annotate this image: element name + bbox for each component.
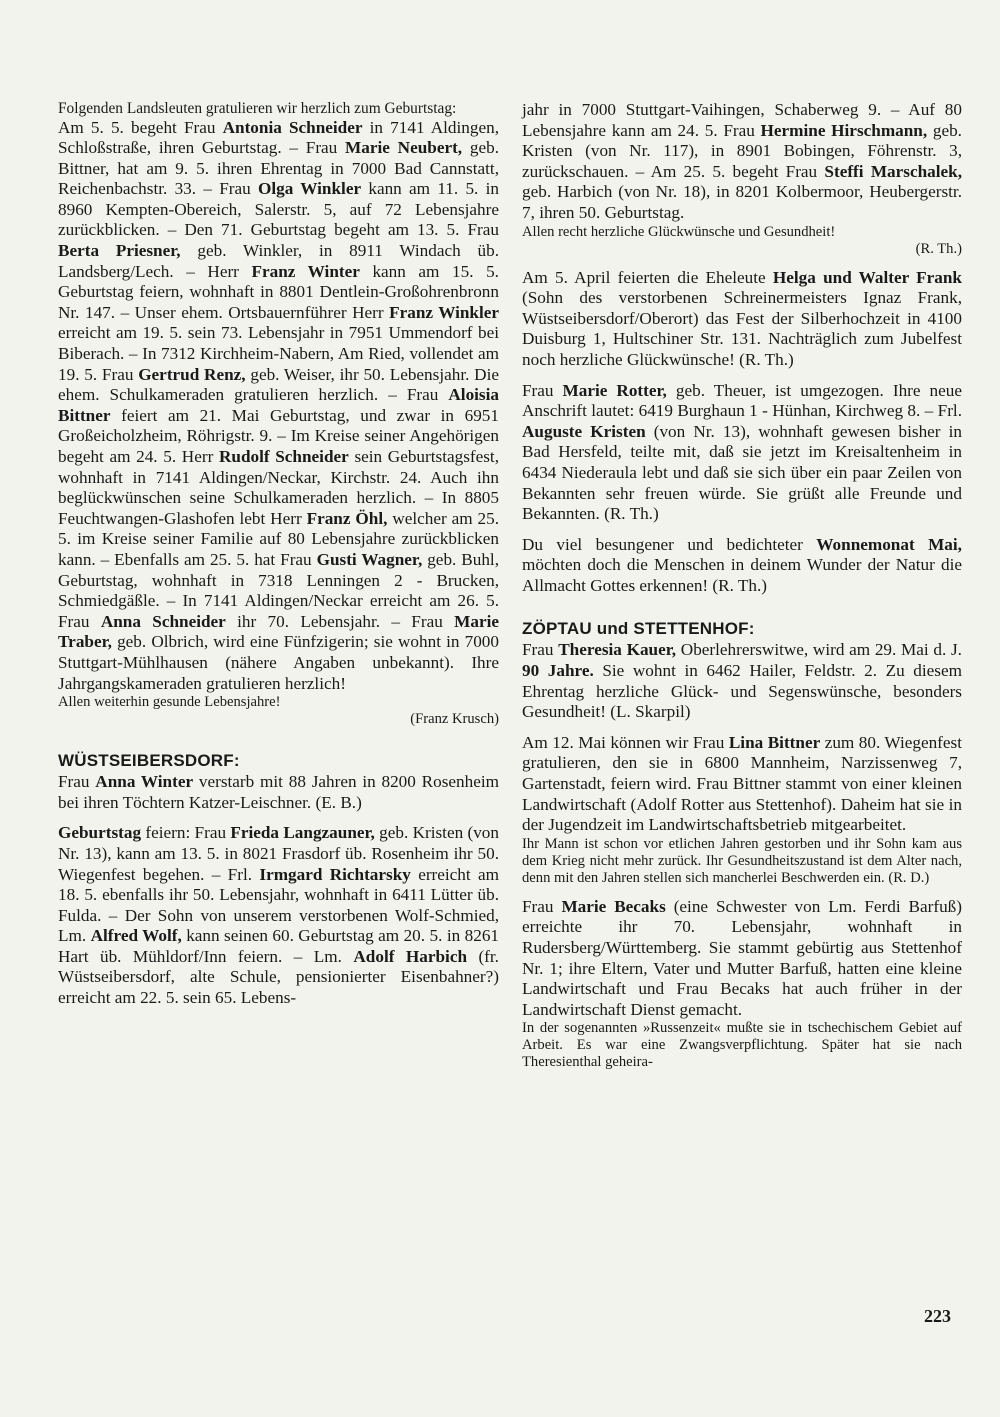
text-run: Frau — [522, 640, 559, 660]
text-run: feiert am 21. Mai Geburtstag, und zwar in 6951 Großeicholzheim, Röhrigstr. 9. – Im Kreise seiner Angehörigen begeht am 24. 5. Herr — [58, 405, 499, 466]
text-run: Frau — [58, 772, 96, 792]
text-run: (von Nr. 13), wohnhaft gewesen bisher in Bad Hersfeld, teilte mit, daß sie jetzt im Kreisaltenheim in 6434 Niederaula lebt und daß sie sich über ein paar Zeilen von Bekannten sehr freuen würde. Sie grüßt alle Freunde und Bekannten. (R. Th.) — [522, 421, 962, 524]
text-run: kann am 11. 5. in 8960 Kempten-Obereich, Salerstr. 5, auf 72 Lebensjahre zurückblicken. – Den 71. Geburtstag begeht am 13. 5. Frau — [58, 179, 499, 240]
person-name: Marie Traber, — [58, 611, 499, 652]
text-run: (eine Schwester von Lm. Ferdi Barfuß) erreichte ihr 70. Lebensjahr, wohnhaft in Rudersberg/Württemberg. Sie stammt gebürtig aus Stettenhof Nr. 1; ihre Eltern, Vater und Mutter Barfuß, hatten eine kleine Landwirtschaft und Frau Becaks hat auch früher in der Landwirtschaft Dienst gemacht. — [522, 896, 962, 1019]
person-name: Marie Becaks — [561, 896, 666, 916]
text-run: erreicht am 18. 5. ebenfalls ihr 50. Lebensjahr, wohnhaft in 6411 Lütter üb. Fulda. – Der Sohn von unserem verstorbenen Wolf-Schmied, Lm. — [58, 864, 499, 946]
page-number: 223 — [924, 1306, 951, 1326]
closing-note: Allen recht herzliche Glückwünsche und Gesundheit! — [522, 223, 836, 240]
family-note: Ihr Mann ist schon vor etlichen Jahren gestorben und ihr Sohn kam aus dem Krieg nicht mehr zurück. Ihr Gesundheitszustand ist dem Alter nach, denn mit den Jahren stellen sich mancherlei Beschwerden ein. (R. D.) — [522, 835, 962, 886]
text-run: Oberlehrerswitwe, wird am 29. Mai d. J. — [676, 640, 962, 660]
text-run: geb. Olbrich, wird eine Fünfzigerin; sie wohnt in 7000 Stuttgart-Mühlhausen (nähere Angaben unbekannt). Ihre Jahrgangskameraden gratulieren herzlich! — [58, 632, 499, 693]
author-signature: (Franz Krusch) — [410, 711, 499, 728]
text-run: in 7141 Aldingen, Schloßstraße, ihren Geburtstag. – Frau — [58, 117, 499, 158]
person-name: Marie Neubert, — [345, 138, 463, 158]
text-run: kann seinen 60. Geburtstag am 20. 5. in 8261 Hart üb. Mühldorf/Inn feiern. – Lm. — [58, 926, 500, 966]
person-name: Antonia Schneider — [222, 117, 363, 137]
silver-wedding-paragraph — [522, 268, 962, 371]
may-greeting-paragraph — [522, 535, 962, 597]
person-name: Rudolf Schneider — [218, 447, 349, 466]
text-run: geb. Winkler, in 8911 Windach üb. Landsberg/Lech. – Herr — [58, 241, 499, 281]
birthday-list-paragraph — [58, 118, 499, 695]
person-name: Steffi Marschalek, — [824, 161, 962, 181]
eightieth-birthday-paragraph — [522, 733, 962, 836]
left-column — [58, 100, 499, 1009]
text-run: geb. Theuer, ist umgezogen. Ihre neue Anschrift lautet: 6419 Burghaun 1 - Hünhan, Kirchweg 8. – Frl. — [522, 380, 962, 421]
person-name: Gusti Wagner, — [316, 549, 423, 569]
author-signature: (R. Th.) — [915, 240, 962, 257]
person-name: Franz Winkler — [389, 302, 499, 322]
closing-note: Allen weiterhin gesunde Lebensjahre! — [58, 694, 281, 711]
text-run: geb. Bittner, hat am 9. 5. ihren Ehrentag in 7000 Bad Cannstatt, Reichenbachstr. 33. – Frau — [58, 138, 499, 199]
obituary-paragraph — [58, 772, 499, 813]
person-name: Lina Bittner — [728, 732, 821, 752]
section-heading-zoeptau-stettenhof: ZÖPTAU und STETTENHOF: — [522, 619, 755, 639]
birthday-continuation-paragraph — [522, 100, 962, 224]
person-name: Auguste Kristen — [522, 421, 646, 441]
text-run: zum 80. Wiegenfest gratulieren, den sie in 6800 Mannheim, Narzissenweg 7, Gartenstadt, feiern wird. Frau Bittner stammt von einer kleinen Landwirtschaft (Adolf Rotter aus Stettenhof). Daheim hat sie in der Jugendzeit im Landwirtschaftsbetrieb mitgearbeitet. — [522, 732, 962, 835]
person-name: Gertrud Renz, — [138, 364, 246, 384]
person-name: Aloisia Bittner — [58, 385, 499, 425]
text-run: sein Geburtstagsfest, wohnhaft in 7141 Aldingen/Neckar, Kirchstr. 24. Auch ihn beglückwünschen seine Schulkameraden herzlich. – In 8805 Feuchtwangen-Glashofen lebt Herr — [58, 447, 499, 528]
text-run: Du viel besungener und bedichteter — [522, 534, 817, 554]
text-run: erreicht am 19. 5. sein 73. Lebensjahr in 7951 Ummendorf bei Biberach. – In 7312 Kirchheim-Nabern, Am Ried, vollendet am 19. 5. Frau — [58, 323, 499, 384]
text-run: (Sohn des verstorbenen Schreinermeisters Ignaz Frank, Wüstseibersdorf/Oberort) das Fest der Silberhochzeit in 4100 Duisburg 1, Hultschiner Str. 131. Nachträglich zum Jubelfest noch herzliche Glückwünsche! (R. Th.) — [522, 288, 962, 369]
text-run: Frau — [522, 380, 563, 400]
ninetieth-birthday-paragraph — [522, 640, 962, 722]
text-run: Frau — [522, 896, 562, 916]
person-name: Franz Winter — [251, 261, 360, 281]
person-name: Anna Schneider — [100, 611, 226, 631]
right-column — [522, 100, 962, 1071]
history-note: In der sogenannten »Russenzeit« mußte sie in tschechischem Gebiet auf Arbeit. Es war eine Zwangsverpflichtung. Später hat sie nach Theresienthal geheira- — [522, 1020, 962, 1071]
person-name: Wonnemonat Mai, — [816, 534, 962, 554]
text-run: verstarb mit 88 Jahren in 8200 Rosenheim bei ihren Töchtern Katzer-Leischner. (E. B.) — [58, 772, 499, 812]
text-run: Am 12. Mai können wir Frau — [522, 732, 729, 752]
person-name: Irmgard Richtarsky — [259, 864, 411, 884]
person-name: Geburtstag — [58, 823, 142, 843]
text-run: Am 5. 5. begeht Frau — [58, 117, 223, 137]
text-run: kann am 15. 5. Geburtstag feiern, wohnhaft in 8801 Dentlein-Großohrenbronn Nr. 147. – Unser ehem. Ortsbauernführer Herr — [58, 261, 499, 322]
person-name: Theresia Kauer, — [558, 640, 677, 660]
text-run: (fr. Wüstseibersdorf, alte Schule, pensionierter Eisenbahner?) erreicht am 22. 5. sein 65. Lebens- — [58, 946, 499, 1008]
person-name: Hermine Hirschmann, — [760, 120, 928, 140]
seventieth-birthday-paragraph — [522, 897, 962, 1021]
text-run: welcher am 25. 5. im Kreise seiner Familie auf 80 Lebensjahre zurückblicken kann. – Ebenfalls am 25. 5. hat Frau — [58, 508, 499, 569]
person-name: Berta Priesner, — [58, 241, 181, 261]
birthday-paragraph — [58, 823, 499, 1008]
person-name: Helga und Walter Frank — [772, 267, 962, 287]
section-heading-wuestseibersdorf: WÜSTSEIBERSDORF: — [58, 751, 240, 771]
person-name: Marie Rotter, — [562, 380, 667, 400]
person-name: 90 Jahre. — [522, 661, 594, 681]
text-run: geb. Harbich (von Nr. 18), in 8201 Kolbermoor, Heubergerstr. 7, ihren 50. Geburtstag. — [522, 182, 962, 222]
text-run: geb. Kristen (von Nr. 117), in 8901 Bobingen, Föhrenstr. 3, zurückschauen. – Am 25. 5. begeht Frau — [522, 120, 962, 181]
person-name: Alfred Wolf, — [90, 926, 182, 946]
text-run: möchten doch die Menschen in deinem Wunder der Natur die Allmacht Gottes erkennen! (R. Th.) — [522, 555, 962, 595]
person-name: Frieda Langzauner, — [230, 823, 375, 843]
text-run: Am 5. April feierten die Eheleute — [522, 267, 773, 287]
person-name: Adolf Harbich — [353, 946, 468, 966]
text-run: geb. Kristen (von Nr. 13), kann am 13. 5. in 8021 Frasdorf üb. Rosenheim ihr 50. Wiegenfest begehen. – Frl. — [58, 823, 499, 884]
person-name: Anna Winter — [95, 772, 194, 792]
intro-text: Folgenden Landsleuten gratulieren wir herzlich zum Geburtstag: — [58, 100, 457, 117]
address-change-paragraph — [522, 381, 962, 525]
text-run: geb. Buhl, Geburtstag, wohnhaft in 7318 Lenningen 2 - Brucken, Schmiedgäßle. – In 7141 Aldingen/Neckar erreicht am 26. 5. Frau — [58, 549, 499, 631]
person-name: Franz Öhl, — [306, 508, 388, 528]
text-run: jahr in 7000 Stuttgart-Vaihingen, Schaberweg 9. – Auf 80 Lebensjahre kann am 24. 5. Frau — [522, 100, 962, 140]
text-run: Sie wohnt in 6462 Hailer, Feldstr. 2. Zu diesem Ehrentag herzliche Glück- und Segenswünsche, besonders Gesundheit! (L. Skarpil) — [522, 661, 962, 722]
person-name: Olga Winkler — [257, 179, 362, 199]
text-run: geb. Weiser, ihr 50. Lebensjahr. Die ehem. Schulkameraden gratulieren herzlich. – Frau — [58, 364, 499, 405]
text-run: feiern: Frau — [141, 823, 231, 843]
text-run: ihr 70. Lebensjahr. – Frau — [225, 611, 455, 631]
